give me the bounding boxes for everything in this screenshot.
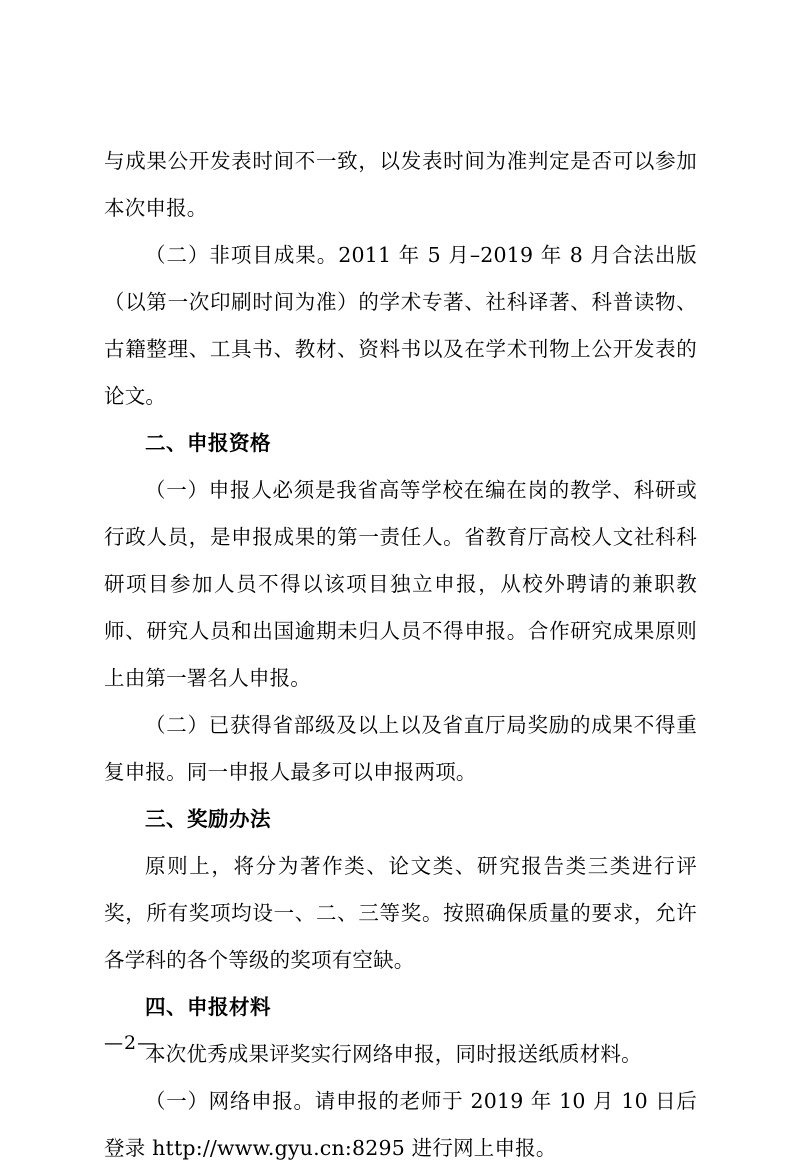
- section-heading-application-materials: 四、申报材料: [145, 995, 271, 1019]
- paragraph-non-project-results: （二）非项目成果。2011 年 5 月–2019 年 8 月合法出版（以第一次印刷时间为准）的学术专著、社科译著、科普读物、古籍整理、工具书、教材、资料书以及在学术刊物上公开发表的论文。: [104, 243, 697, 408]
- paragraph-no-duplicate-application: （二）已获得省部级及以上以及省直厅局奖励的成果不得重复申报。同一申报人最多可以申报两项。: [104, 713, 697, 784]
- paragraph-online-application: （一）网络申报。请申报的老师于 2019 年 10 月 10 日后登录 http://www.gyu.cn:8295 进行网上申报。: [104, 1089, 697, 1160]
- paragraph-continuation: 与成果公开发表时间不一致，以发表时间为准判定是否可以参加本次申报。: [104, 149, 697, 220]
- page-number: —2—: [104, 1032, 158, 1054]
- section-heading-award-method: 三、奖励办法: [145, 807, 271, 831]
- paragraph-award-categories: 原则上，将分为著作类、论文类、研究报告类三类进行评奖，所有奖项均设一、二、三等奖。按照确保质量的要求，允许各学科的各个等级的奖项有空缺。: [104, 854, 697, 972]
- section-heading-qualification: 二、申报资格: [145, 431, 271, 455]
- paragraph-applicant-requirements: （一）申报人必须是我省高等学校在编在岗的教学、科研或行政人员，是申报成果的第一责任人。省教育厅高校人文社科科研项目参加人员不得以该项目独立申报，从校外聘请的兼职教师、研究人员和出国逾期未归人员不得申报。合作研究成果原则上由第一署名人申报。: [104, 478, 697, 690]
- paragraph-materials-summary: 本次优秀成果评奖实行网络申报，同时报送纸质材料。: [145, 1042, 642, 1066]
